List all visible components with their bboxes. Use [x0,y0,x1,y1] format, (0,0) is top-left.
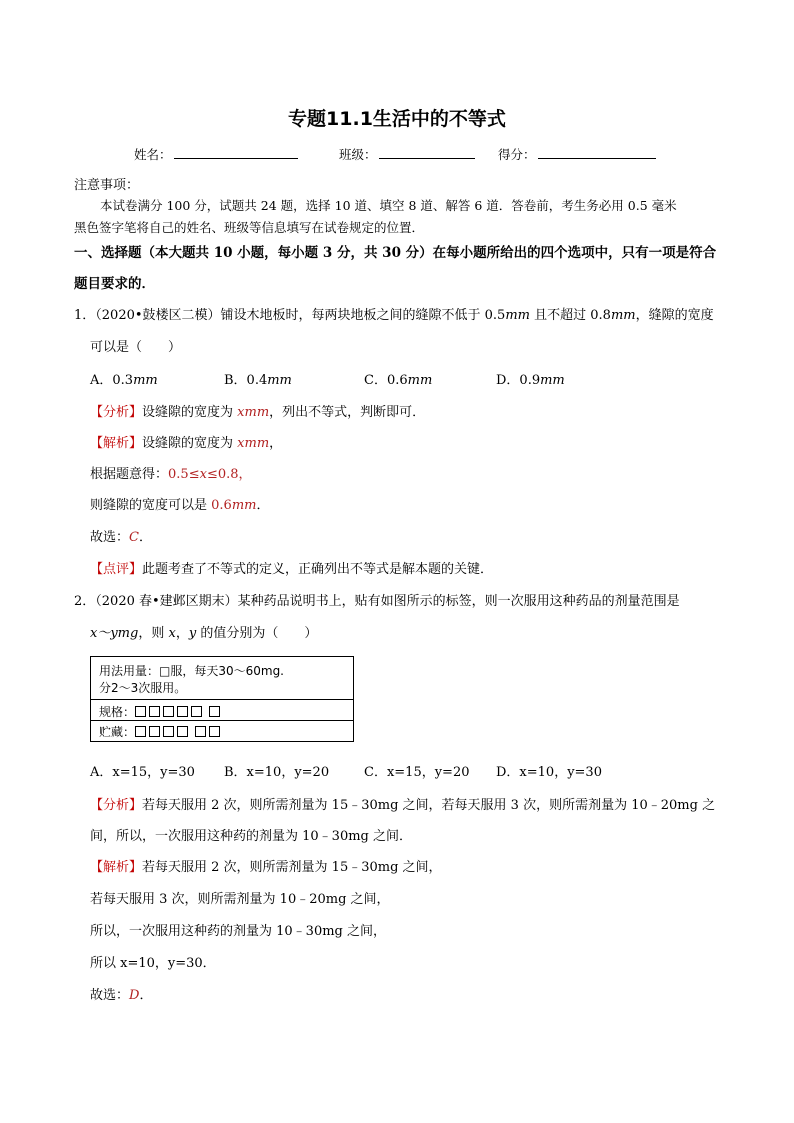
q1-comment: 【点评】此题考查了不等式的定义，正确列出不等式是解本题的关键． [90,562,494,577]
q1-option-d[interactable]: D．0.9mm [496,373,565,388]
q1-option-a[interactable]: A．0.3mm [90,373,158,388]
name-blank[interactable] [174,146,298,159]
q2-option-c[interactable]: C．x=15，y=20 [364,765,470,780]
square-icon [209,706,220,717]
notice-line-1: 本试卷满分 100 分，试题共 24 题，选择 10 道、填空 8 道、解答 6 道．答卷前，考生务必用 0.5 毫米 [100,198,677,213]
notice-line-2: 黑色签字笔将自己的姓名、班级等信息填写在试卷规定的位置． [74,220,425,235]
q2-option-a[interactable]: A．x=15，y=30 [90,765,195,780]
label-divider-2 [91,720,353,721]
q1-stem-text: 1．（2020•鼓楼区二模）铺设木地板时，每两块地板之间的缝隙不低于 0.5 [74,308,506,323]
q2-solution-line-3: 所以，一次服用这种药的剂量为 10﹣30mg 之间， [90,924,386,939]
q1-answer: 故选：C． [90,530,152,545]
square-icon [149,726,160,737]
class-label: 班级： [339,147,377,162]
q1-unit: mm [505,308,530,323]
square-icon [195,726,206,737]
label-spec: 规格： [99,703,223,720]
page-title: 专题11.1生活中的不等式 [288,108,506,130]
q2-stem-line-2: x～ymg，则 x，y 的值分别为（ ） [90,626,318,641]
q1-stem-line-1 [74,304,714,323]
q1-unit-2: mm [610,308,636,323]
name-label: 姓名： [134,147,172,162]
section-heading-line-1: 一、选择题（本大题共 10 小题，每小题 3 分，共 30 分）在每小题所给出的四个选项中，只有一项是符合 [74,245,717,261]
q1-stem-text-3: ，缝隙的宽度 [635,308,714,323]
q2-answer: 故选：D． [90,988,153,1003]
square-icon [191,706,202,717]
q1-solution-line-1: 【解析】设缝隙的宽度为 xmm， [90,436,283,451]
score-blank[interactable] [538,146,656,159]
q2-option-d[interactable]: D．x=10，y=30 [496,765,602,780]
label-divider-1 [91,699,353,700]
q1-stem-line-2: 可以是（ ） [90,340,182,355]
square-icon [149,706,160,717]
square-icon [163,706,174,717]
q2-solution-line-4: 所以 x=10，y=30． [90,956,216,971]
label-usage-line-2: 分2～3次服用。 [99,681,187,695]
q2-analysis-line-2: 间，所以，一次服用这种药的剂量为 10﹣30mg 之间． [90,829,412,844]
q1-option-c[interactable]: C．0.6mm [364,373,433,388]
notice-heading: 注意事项： [74,178,140,193]
square-icon [163,726,174,737]
q1-analysis: 【分析】设缝隙的宽度为 xmm，列出不等式，判断即可． [90,405,426,420]
class-field[interactable] [339,145,475,163]
square-icon [135,706,146,717]
label-storage: 贮藏： [99,723,223,740]
name-field[interactable] [134,145,298,163]
square-icon [209,726,220,737]
q2-analysis-line-1: 【分析】若每天服用 2 次，则所需剂量为 15﹣30mg 之间，若每天服用 3 次，则所需剂量为 10﹣20mg 之 [90,798,716,813]
score-label: 得分： [498,147,536,162]
square-icon [177,706,188,717]
section-heading-line-2: 题目要求的． [74,276,155,292]
q2-solution-line-1: 【解析】若每天服用 2 次，则所需剂量为 15﹣30mg 之间， [90,860,442,875]
q2-option-b[interactable]: B．x=10，y=20 [224,765,330,780]
q1-stem-text-2: 且不超过 0.8 [530,308,611,323]
q1-solution-line-2: 根据题意得：0.5≤x≤0.8， [90,467,252,482]
q2-solution-line-2: 若每天服用 3 次，则所需剂量为 10﹣20mg 之间， [90,892,390,907]
q1-option-b[interactable]: B．0.4mm [224,373,292,388]
score-field[interactable] [498,145,656,163]
class-blank[interactable] [379,146,475,159]
label-usage-line-1: 用法用量：□服，每天30～60mg. [99,664,284,678]
square-icon [135,726,146,737]
medicine-label [90,656,354,742]
square-icon [177,726,188,737]
q1-solution-line-3: 则缝隙的宽度可以是 0.6mm． [90,498,270,513]
q2-stem-line-1: 2．（2020 春•建邺区期末）某种药品说明书上，贴有如图所示的标签，则一次服用这种药品的剂量范围是 [74,594,680,609]
